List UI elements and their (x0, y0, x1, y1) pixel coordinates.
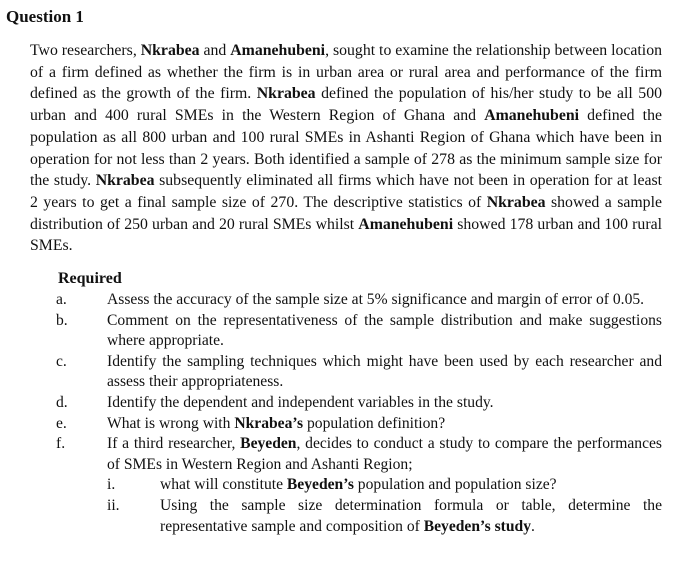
item-letter: c. (56, 352, 67, 370)
paragraph-text: defined the population as all 800 urban and 100 rural SMEs in Ashanti Region of Ghana which have been in operation for not less than 2 years. Both identified a sample of 278 as the minimum sample size for the study. (30, 107, 662, 190)
required-heading: Required (58, 270, 122, 287)
list-item-c (0, 352, 700, 393)
sub-item-numeral: ii. (107, 496, 120, 514)
item-letter: b. (56, 311, 68, 329)
item-text-part: , decides to conduct a study to compare the performances of SMEs in Western Region and Ashanti Region; (107, 435, 662, 473)
item-text-part: population and population size? (353, 476, 557, 494)
item-letter: f. (56, 435, 66, 453)
item-letter: e. (56, 414, 67, 432)
list-item-a (0, 290, 700, 311)
paragraph-text: showed 178 urban and 100 rural SMEs. (30, 215, 662, 255)
item-text-part: What is wrong with (107, 414, 235, 432)
item-text-part: Using the sample size determination formula or table, determine the representative sample and composition of (160, 496, 662, 535)
sub-item-numeral: i. (107, 476, 116, 494)
item-text (107, 414, 662, 435)
item-bold-name: Beyeden’s study (423, 517, 532, 535)
sub-item-text (160, 475, 662, 496)
item-letter: a. (56, 291, 67, 308)
researcher-name: Amanehubeni (358, 215, 454, 233)
item-bold-name: Nkrabea’s (234, 414, 304, 432)
item-text-part: If a third researcher, (107, 435, 241, 453)
item-bold-name: Beyeden’s (286, 476, 354, 494)
list-item-e (0, 414, 700, 435)
list-item-d (0, 393, 700, 414)
researcher-name: Amanehubeni (230, 42, 326, 59)
item-text: Identify the sampling techniques which might have been used by each researcher and assess their appropriateness. (107, 352, 662, 391)
item-text-part: population definition? (303, 414, 446, 432)
item-letter: d. (56, 393, 68, 411)
paragraph-text: and (199, 42, 231, 59)
paragraph-text: subsequently eliminated all firms which have not been in operation for at least 2 years to get a final sample size of 270. The descriptive statistics of (30, 172, 662, 211)
item-text: Identify the dependent and independent variables in the study. (107, 393, 494, 411)
researcher-name: Amanehubeni (484, 107, 580, 125)
paragraph-text: , sought to examine the relationship between location of a firm defined as whether the firm is in urban area or rural area and performance of the firm defined as the growth of the firm. (30, 42, 662, 103)
item-text-part: . (531, 517, 535, 535)
item-text (107, 434, 662, 475)
researcher-name: Nkrabea (486, 193, 546, 211)
list-item-f (0, 434, 700, 475)
item-text: Comment on the representativeness of the sample distribution and make suggestions where appropriate. (107, 311, 662, 350)
case-paragraph (30, 40, 662, 257)
sub-item-text (160, 496, 662, 537)
required-list (0, 290, 700, 537)
item-bold-name: Beyeden (240, 435, 297, 453)
list-item-b (0, 311, 700, 352)
researcher-name: Nkrabea (256, 85, 316, 103)
researcher-name: Nkrabea (140, 42, 200, 59)
sub-item-ii (0, 496, 700, 537)
item-text-part: what will constitute (160, 476, 287, 494)
sub-item-i (0, 475, 700, 496)
paragraph-text: defined the population of his/her study to be all 500 urban and 400 rural SMEs in the Western Region of Ghana and (30, 85, 662, 125)
researcher-name: Nkrabea (95, 172, 155, 190)
paragraph-text: Two researchers, (30, 42, 141, 59)
item-text: Assess the accuracy of the sample size at 5% significance and margin of error of 0.05. (107, 291, 645, 308)
paragraph-text: showed a sample distribution of 250 urban and 20 rural SMEs whilst (30, 193, 662, 233)
question-title: Question 1 (6, 7, 84, 26)
